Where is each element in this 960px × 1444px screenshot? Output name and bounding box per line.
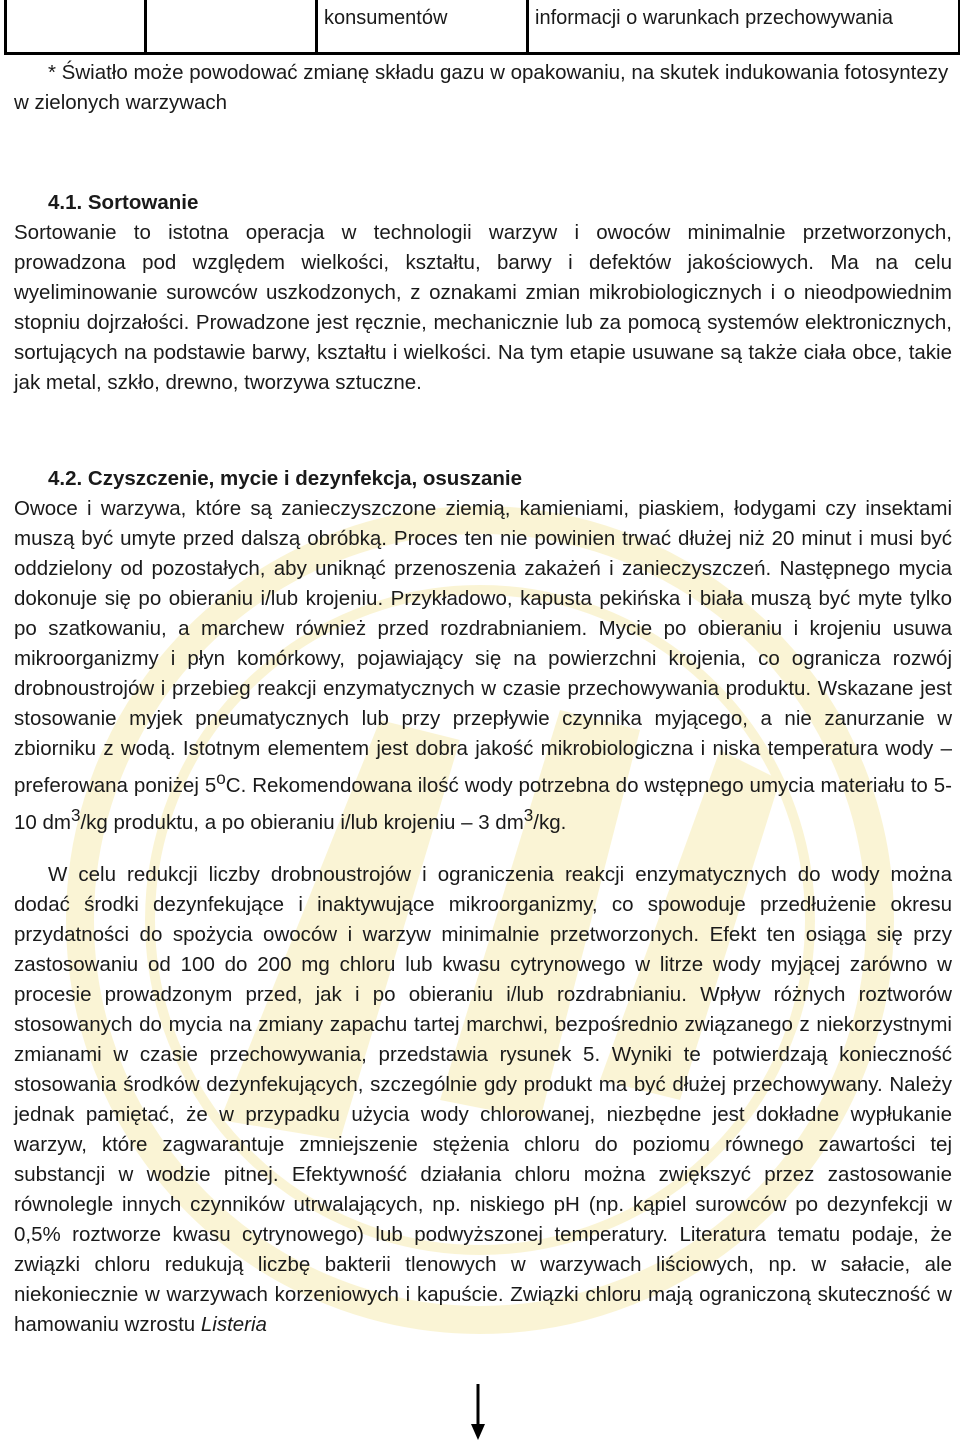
section-heading-sorting: 4.1. Sortowanie — [48, 191, 199, 214]
italic-term: Listeria — [200, 1312, 267, 1336]
text-run: C. Rekomendowana ilość wody potrzebna do wstępnego umycia materiału to 5-10 dm — [14, 773, 953, 834]
document-body — [14, 58, 952, 1340]
text-run: /kg produktu, a po obieraniu i/lub krojeniu – 3 dm — [80, 810, 524, 834]
table-cell-2 — [146, 0, 317, 54]
down-arrow-icon — [470, 1384, 486, 1440]
light-note: * Światło może powodować zmianę składu gazu w opakowaniu, na skutek indukowania fotosyntezy w zielonych warzywach — [14, 61, 949, 114]
superscript-degree: o — [216, 769, 226, 788]
text-run: W celu redukcji liczby drobnoustrojów i ograniczenia reakcji enzymatycznych do wody można dodać środki dezynfekujące i inaktywujące mikroorganizmy, co spowoduje przedłużenie okresu przydatności do spożycia owoców i warzyw minimalnie przetworzonych. Efekt ten osiąga się przy zastosowaniu od 100 do 200 mg chloru lub kwasu cytrynowego w litrze wody myjącej zarówno w procesie prowadzonym przed, jak i po obieraniu i/lub rozdrabnianiu. Wpływ różnych roztworów stosowanych do mycia na zmiany zapachu tartej marchwi, bezpośrednio związanego z niekorzystnymi zmianami w czasie przechowywania, przedstawia rysunek 5. Wyniki te potwierdzają konieczność stosowania środków dezynfekujących, szczególnie gdy produkt ma być dłużej przechowywany. Należy jednak pamiętać, że w przypadku użycia wody chlorowanej, niezbędne jest dokładne wypłukanie warzyw, które zagwarantuje zmniejszenie stężenia chloru do poziomu równego zawartości tej substancji w wodzie pitnej. Efektywność działania chloru można zwiększyć przez zastosowanie równolegle innych czynników utrwalających, np. niskiego pH (np. kąpiel surowców po dezynfekcji w 0,5% roztworze kwasu cytrynowego) lub podwyższonej temperatury. Literatura tematu podaje, że związki chloru redukują liczbę bakterii tlenowych w warzywach liściowych, np. w sałacie, ale niekoniecznie w warzywach korzeniowych i kapuście. Związki chloru mają ograniczoną skuteczność w hamowaniu wzrostu — [14, 862, 952, 1336]
paragraph-sorting: Sortowanie to istotna operacja w technologii warzyw i owoców minimalnie przetworzonych, prowadzona pod względem wielkości, kształtu, barwy i defektów jakościowych. Ma na celu wyeliminowanie surowców uszkodzonych, z oznakami zmian mikrobiologicznych i o nieodpowiednim stopniu dojrzałości. Prowadzone jest ręcznie, mechanicznie lub za pomocą systemów elektronicznych, sortujących na podstawie barwy, kształtu i wielkości. Na tym etapie usuwane są także ciała obce, takie jak metal, szkło, drewno, tworzywa sztuczne. — [14, 221, 952, 394]
superscript-cubic: 3 — [70, 805, 81, 825]
table-fragment — [4, 0, 960, 55]
table-row — [6, 0, 960, 54]
table-cell-1 — [6, 0, 146, 54]
paragraph-cleaning-2 — [14, 860, 952, 1340]
superscript-cubic: 3 — [523, 805, 534, 825]
table-cell-4: informacji o warunkach przechowywania — [528, 0, 960, 54]
table-cell-3: konsumentów — [317, 0, 528, 54]
section-heading-cleaning: 4.2. Czyszczenie, mycie i dezynfekcja, osuszanie — [48, 467, 523, 490]
paragraph-cleaning-1 — [14, 494, 952, 838]
text-run: Owoce i warzywa, które są zanieczyszczone ziemią, kamieniami, piaskiem, łodygami czy insektami muszą być umyte przed dalszą obróbką. Proces ten nie powinien trwać dłużej niż 20 minut i musi być oddzielony od pozostałych, aby uniknąć przenoszenia zakażeń i zanieczyszczeń. Następnego mycia dokonuje się po obieraniu i/lub krojeniu. Przykładowo, kapusta pekińska i biała muszą być myte tylko po szatkowaniu, a marchew również przed rozdrabnianiem. Mycie po obieraniu i krojeniu usuwa mikroorganizmy i płyn komórkowy, pojawiający się na powierzchni krojenia, co ogranicza rozwój drobnoustrojów i przebieg reakcji enzymatycznych w czasie przechowywania produktu. Wskazane jest stosowanie myjek pneumatycznych lub przy przepływie czynnika myjącego, a nie zanurzanie w zbiorniku z wodą. Istotnym elementem jest dobra jakość mikrobiologiczna i niska temperatura wody – preferowana poniżej 5 — [14, 497, 952, 797]
text-run: /kg. — [533, 810, 567, 834]
